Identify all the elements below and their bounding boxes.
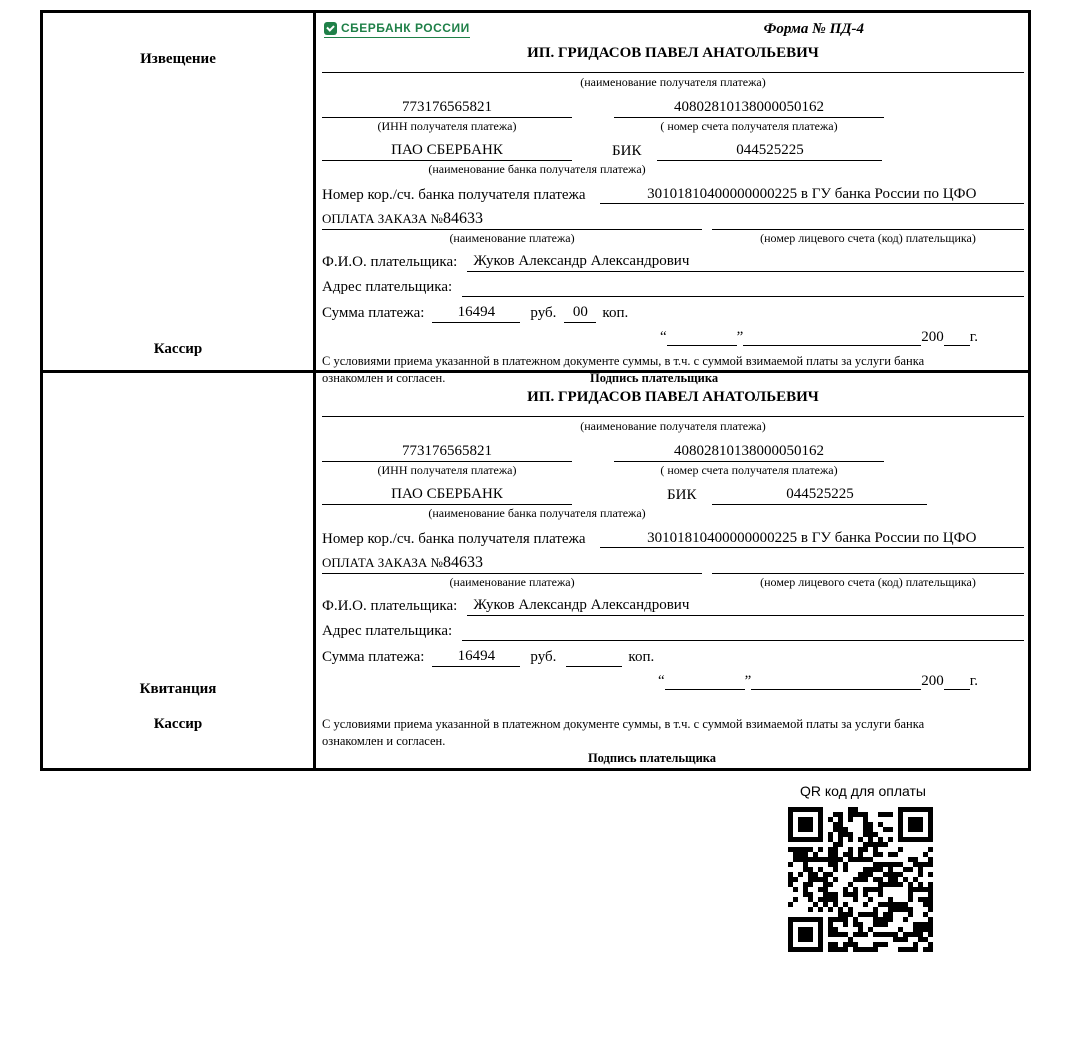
inn-caption: (ИНН получателя платежа): [377, 118, 517, 133]
payment-purpose: ОПЛАТА ЗАКАЗА №84633: [322, 209, 702, 230]
signature-label: Подпись плательщика: [590, 370, 719, 385]
amount-kop-value: [566, 649, 622, 667]
receipt-cashier-label: Кассир: [153, 716, 203, 732]
amount-label: Сумма платежа:: [322, 304, 425, 321]
amount-rub-value: 16494: [432, 647, 520, 667]
bank-name-value: ПАО СБЕРБАНК: [322, 485, 572, 505]
personal-account-caption: (номер лицевого счета (код) плательщика): [760, 231, 976, 246]
kop-label: коп.: [628, 648, 655, 665]
payment-purpose: ОПЛАТА ЗАКАЗА №84633: [322, 553, 702, 574]
notice-section: [43, 13, 1028, 385]
inn-value: 773176565821: [322, 442, 572, 462]
qr-block: [788, 783, 938, 952]
date-row: “ ” 200 г.: [659, 328, 978, 345]
rub-label: руб.: [530, 304, 557, 321]
receipt-content: [316, 373, 1028, 768]
date-day-field: [665, 672, 745, 690]
date-row: “ ” 200 г.: [657, 672, 978, 689]
payer-address-label: Адрес плательщика:: [322, 279, 453, 295]
bank-name-caption: (наименование банка получателя платежа): [428, 161, 646, 176]
bik-label: БИК: [612, 142, 642, 159]
receipt-side-column: [43, 373, 316, 768]
payee-name: ИП. ГРИДАСОВ ПАВЕЛ АНАТОЛЬЕВИЧ: [322, 45, 1024, 73]
corr-account-label: Номер кор./сч. банка получателя платежа: [322, 186, 586, 203]
date-year-field: [944, 328, 970, 346]
qr-label: QR код для оплаты: [799, 783, 926, 799]
inn-caption: (ИНН получателя платежа): [377, 462, 517, 477]
signature-label: Подпись плательщика: [587, 750, 717, 765]
receipt-side-label: Квитанция: [139, 681, 217, 697]
notice-side-column: [43, 13, 316, 370]
corr-account-value: 30101810400000000225 в ГУ банка России по ЦФО: [600, 185, 1024, 205]
agreement-text: С условиями приема указанной в платежном документе суммы, в т.ч. с суммой взимаемой платы за услуги банка ознакомлен и согласен.: [322, 717, 925, 748]
payee-caption: (наименование получателя платежа): [580, 419, 766, 433]
personal-account-caption: (номер лицевого счета (код) плательщика): [760, 575, 976, 590]
date-year-field: [944, 672, 970, 690]
account-caption: ( номер счета получателя платежа): [660, 462, 838, 477]
bank-name-caption: (наименование банка получателя платежа): [428, 505, 646, 520]
account-caption: ( номер счета получателя платежа): [660, 118, 838, 133]
payment-form: [40, 10, 1031, 771]
agreement-text: С условиями приема указанной в платежном документе суммы, в т.ч. с суммой взимаемой платы за услуги банка ознакомлен и согласен.: [322, 354, 925, 385]
amount-kop-value: 00: [564, 303, 596, 323]
date-month-field: [743, 328, 921, 346]
agreement-block: [322, 716, 982, 749]
rub-label: руб.: [530, 648, 557, 665]
sberbank-logo-text: СБЕРБАНК РОССИИ: [341, 21, 470, 35]
payee-name: ИП. ГРИДАСОВ ПАВЕЛ АНАТОЛЬЕВИЧ: [322, 389, 1024, 417]
sberbank-logo-icon: [324, 22, 337, 35]
amount-label: Сумма платежа:: [322, 648, 425, 665]
bik-value: 044525225: [657, 141, 882, 161]
personal-account-field: [712, 212, 1024, 230]
form-number: Форма № ПД-4: [763, 21, 864, 37]
inn-value: 773176565821: [322, 98, 572, 118]
purpose-caption: (наименование платежа): [449, 231, 575, 246]
payer-name-label: Ф.И.О. плательщика:: [322, 598, 458, 615]
bik-label: БИК: [667, 486, 697, 503]
corr-account-value: 30101810400000000225 в ГУ банка России по ЦФО: [600, 529, 1024, 549]
date-day-field: [667, 328, 737, 346]
payer-address-value: [462, 279, 1024, 297]
payer-name-value: Жуков Александр Александрович: [467, 252, 1024, 272]
notice-side-label: Извещение: [140, 51, 216, 67]
order-number: 84633: [442, 210, 483, 228]
purpose-caption: (наименование платежа): [449, 575, 575, 590]
bik-value: 044525225: [712, 485, 927, 505]
order-number: 84633: [442, 554, 483, 572]
notice-content: [316, 13, 1028, 385]
corr-account-label: Номер кор./сч. банка получателя платежа: [322, 530, 586, 547]
payer-address-value: [462, 623, 1024, 641]
sberbank-logo: [324, 21, 470, 38]
kop-label: коп.: [602, 304, 629, 321]
amount-rub-value: 16494: [432, 303, 520, 323]
qr-code: [788, 807, 933, 952]
payer-name-label: Ф.И.О. плательщика:: [322, 254, 458, 271]
payee-caption: (наименование получателя платежа): [580, 75, 766, 89]
notice-cashier-label: Кассир: [153, 341, 203, 357]
receipt-section: [43, 370, 1028, 768]
account-value: 40802810138000050162: [614, 98, 884, 118]
account-value: 40802810138000050162: [614, 442, 884, 462]
payer-name-value: Жуков Александр Александрович: [467, 596, 1024, 616]
bank-name-value: ПАО СБЕРБАНК: [322, 141, 572, 161]
personal-account-field: [712, 556, 1024, 574]
payer-address-label: Адрес плательщика:: [322, 623, 453, 639]
date-month-field: [751, 672, 921, 690]
